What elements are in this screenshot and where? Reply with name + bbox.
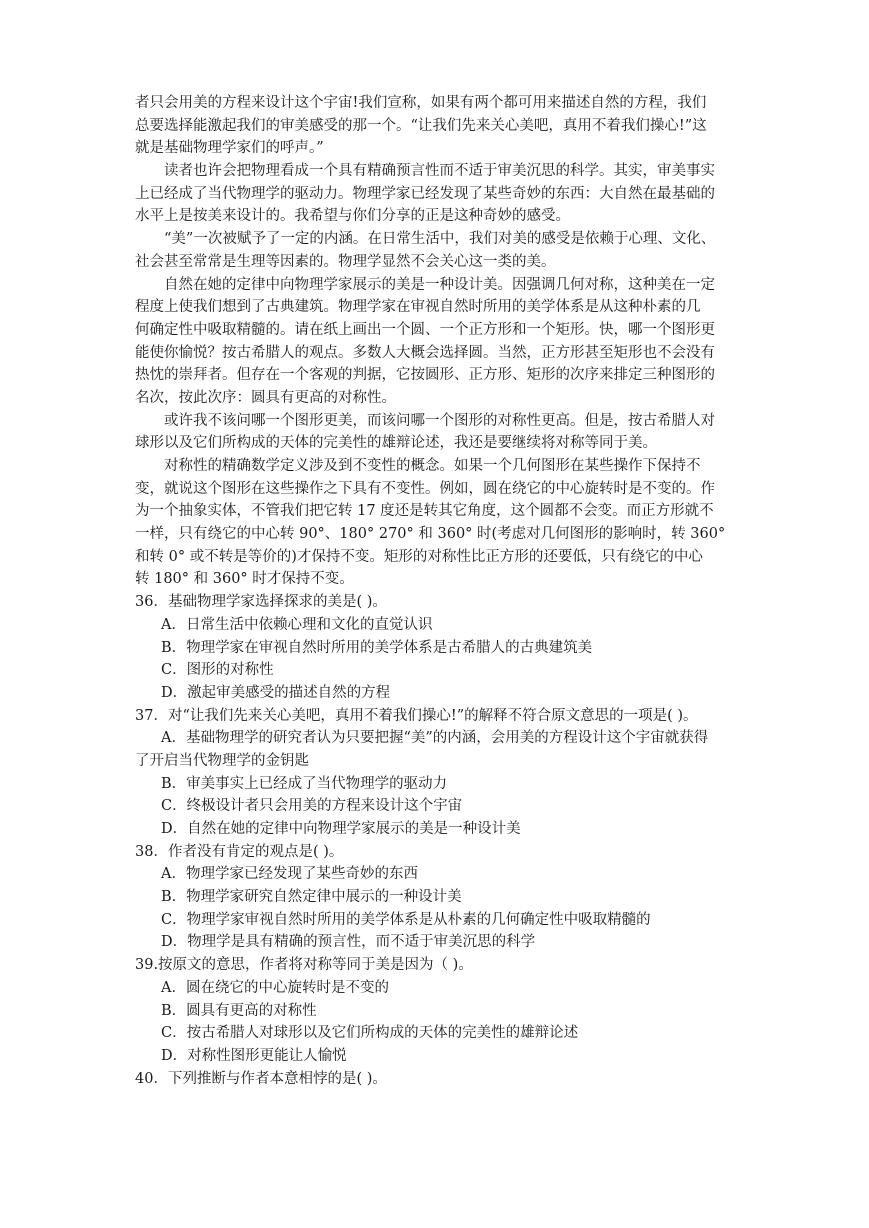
option-a-continuation: 了开启当代物理学的金钥匙 [135,752,309,769]
question-37 [135,705,740,841]
passage-paragraph [135,92,740,160]
question-38 [135,841,740,954]
question-stem: 40．下列推断与作者本意相悖的是( )。 [135,1070,387,1087]
option-d: D．对称性图形更能让人愉悦 [161,1047,347,1064]
option-b: B．圆具有更高的对称性 [161,1002,317,1019]
option-b: B．物理学家在审视自然时所用的美学体系是古希腊人的古典建筑美 [161,639,593,656]
question-stem: 39.按原文的意思，作者将对称等同于美是因为（ )。 [135,957,473,974]
text-line: 转 180° 和 360° 时才保持不变。 [135,571,354,588]
option-c: C．图形的对称性 [161,662,274,679]
option-c: C．按古希腊人对球形以及它们所构成的天体的完美性的雄辩论述 [161,1025,579,1042]
text-line: 一样，只有绕它的中心转 90°、180° 270° 和 360° 时(考虑对几何图形的影响时，转 360° [135,526,726,543]
passage-paragraph [135,160,740,228]
text-line: 球形以及它们所构成的天体的完美性的雄辩论述，我还是要继续将对称等同于美。 [135,435,657,452]
text-line: 社会甚至常常是生理等因素的。物理学显然不会关心这一类的美。 [135,253,556,270]
text-line: 为一个抽象实体，不管我们把它转 17 度还是转其它角度，这个圆都不会变。而正方形就不 [135,503,714,520]
question-stem: 37．对“让我们先来关心美吧，真用不着我们操心!”的解释不符合原文意思的一项是( )。 [135,707,698,724]
option-b: B．审美事实上已经成了当代物理学的驱动力 [161,775,448,792]
passage-paragraph [135,410,740,455]
question-stem: 38．作者没有肯定的观点是( )。 [135,843,344,860]
text-line: “美”一次被赋予了一定的内涵。在日常生活中，我们对美的感受是依赖于心理、文化、 [164,231,716,248]
text-line: 总要选择能激起我们的审美感受的那一个。“让我们先来关心美吧，真用不着我们操心!”这 [135,117,707,134]
text-line: 上已经成了当代物理学的驱动力。物理学家已经发现了某些奇妙的东西：大自然在最基础的 [135,185,715,202]
text-line: 名次，按此次序：圆具有更高的对称性。 [135,389,396,406]
option-c: C．终极设计者只会用美的方程来设计这个宇宙 [161,798,463,815]
document-body [135,92,740,1090]
text-line: 自然在她的定律中向物理学家展示的美是一种设计美。因强调几何对称，这种美在一定 [164,276,715,293]
text-line: 者只会用美的方程来设计这个宇宙!我们宣称，如果有两个都可用来描述自然的方程，我们 [135,95,707,111]
text-line: 水平上是按美来设计的。我希望与你们分享的正是这种奇妙的感受。 [135,208,570,225]
question-40 [135,1068,740,1091]
text-line: 程度上使我们想到了古典建筑。物理学家在审视自然时所用的美学体系是从这种朴素的几 [135,299,701,316]
option-a: A．日常生活中依赖心理和文化的直觉认识 [161,616,433,633]
text-line: 何确定性中吸取精髓的。请在纸上画出一个圆、一个正方形和一个矩形。快，哪一个图形更 [135,321,715,338]
option-c: C．物理学家审视自然时所用的美学体系是从朴素的几何确定性中吸取精髓的 [161,911,651,928]
text-line: 和转 0° 或不转是等价的)才保持不变。矩形的对称性比正方形的还要低，只有绕它的中心 [135,548,703,565]
passage-paragraph [135,455,740,591]
question-39 [135,954,740,1067]
option-d: D．自然在她的定律中向物理学家展示的美是一种设计美 [161,821,521,837]
passage-paragraph [135,274,740,410]
option-b: B．物理学家研究自然定律中展示的一种设计美 [161,889,462,906]
passage-paragraph [135,228,740,273]
option-d: D．物理学是具有精确的预言性，而不适于审美沉思的科学 [161,934,536,951]
text-line: 就是基础物理学家们的呼声。” [135,140,324,157]
text-line: 热忱的崇拜者。但存在一个客观的判据，它按圆形、正方形、矩形的次序来排定三种图形的 [135,367,715,384]
text-line: 变，就说这个图形在这些操作之下具有不变性。例如，圆在绕它的中心旋转时是不变的。作 [135,480,715,497]
question-36 [135,591,740,704]
option-a: A．物理学家已经发现了某些奇妙的东西 [161,866,418,883]
question-stem: 36．基础物理学家选择探求的美是( )。 [135,594,387,611]
option-a: A．圆在绕它的中心旋转时是不变的 [161,979,389,996]
text-line: 能使你愉悦？按古希腊人的观点。多数人大概会选择圆。当然，正方形甚至矩形也不会没有 [135,344,715,361]
option-d: D．激起审美感受的描述自然的方程 [161,684,391,701]
text-line: 对称性的精确数学定义涉及到不变性的概念。如果一个几何图形在某些操作下保持不 [164,458,701,474]
text-line: 或许我不该问哪一个图形更美，而该问哪一个图形的对称性更高。但是，按古希腊人对 [164,412,715,429]
option-a: A．基础物理学的研究者认为只要把握“美”的内涵，会用美的方程设计这个宇宙就获得 [161,730,709,747]
text-line: 读者也许会把物理看成一个具有精确预言性而不适于审美沉思的科学。其实，审美事实 [164,163,715,180]
